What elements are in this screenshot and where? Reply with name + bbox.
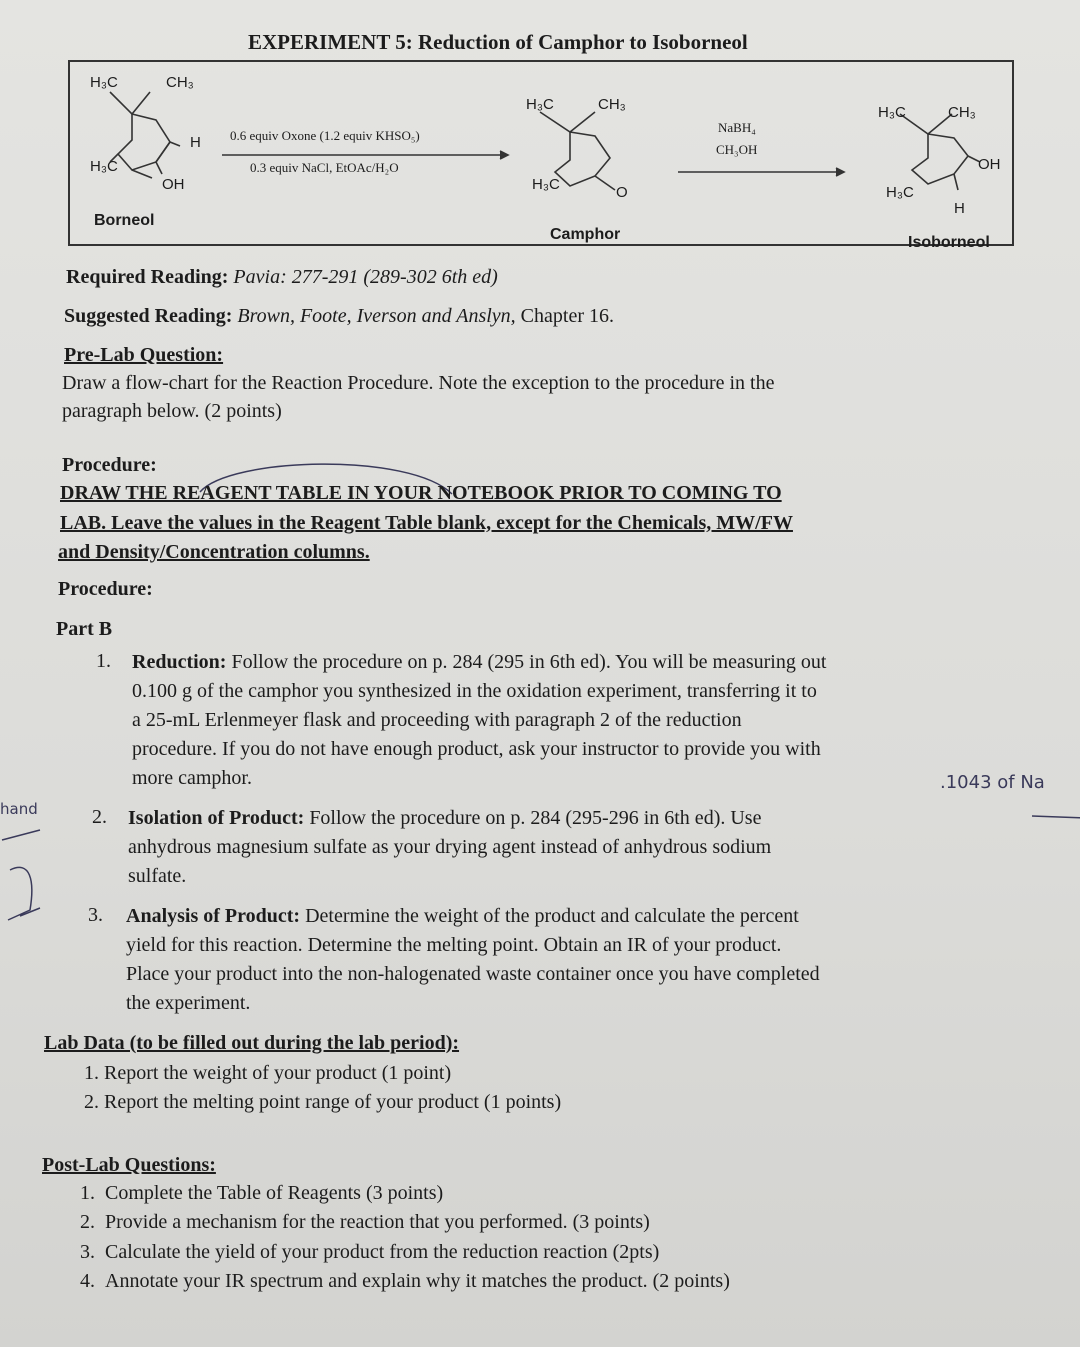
suggested-reading-chapter: Chapter 16. (520, 305, 614, 327)
borneol-gem-dimethyl-bond (110, 92, 150, 114)
postlab-item-2-text: Provide a mechanism for the reaction that you performed. (3 points) (105, 1211, 650, 1233)
reagent-instruction-line-2: LAB. Leave the values in the Reagent Table blank, except for the Chemicals, MW/FW (60, 512, 793, 534)
borneol-ch3-top: CH₃ (166, 74, 194, 91)
required-reading-label: Required Reading: (66, 266, 229, 288)
suggested-reading-label: Suggested Reading: (64, 305, 233, 327)
step-1-line-2: 0.100 g of the camphor you synthesized in the oxidation experiment, transferring it to (132, 680, 817, 702)
camphor-h3c-bottom: H₃C (532, 176, 560, 193)
procedure-heading-1: Procedure: (62, 454, 157, 476)
oxone-condition-bottom: 0.3 equiv NaCl, EtOAc/H₂O (250, 160, 399, 175)
borneol-h: H (190, 134, 201, 151)
step-3-analysis (126, 902, 1010, 1018)
step-1-label: Reduction: (132, 651, 227, 673)
procedure-heading-2: Procedure: (58, 578, 153, 600)
handwritten-bracket-marks (0, 820, 60, 940)
reagent-instruction-line-3: and Density/Concentration columns. (58, 541, 370, 563)
step-3-line-3: Place your product into the non-halogenated waste container once you have completed (126, 963, 820, 985)
handwritten-note-right: .1043 of Na (940, 772, 1045, 793)
experiment-title: EXPERIMENT 5: Reduction of Camphor to Isoborneol (248, 30, 748, 54)
isoborneol-h3c-top: H₃C (878, 104, 906, 121)
postlab-item-4-text: Annotate your IR spectrum and explain why it matches the product. (2 points) (105, 1270, 730, 1292)
prelab-line-2: paragraph below. (2 points) (62, 400, 282, 422)
postlab-item-4-num: 4. (80, 1270, 95, 1292)
isoborneol-oh: OH (978, 156, 1001, 173)
isoborneol-h3c-bottom: H₃C (886, 184, 914, 201)
step-2-number: 2. (92, 806, 107, 828)
isoborneol-ch3-top: CH₃ (948, 104, 976, 121)
prelab-line-1: Draw a flow-chart for the Reaction Procedure. Note the exception to the procedure in the (62, 372, 775, 394)
camphor-ring (555, 132, 610, 186)
step-3-line-2: yield for this reaction. Determine the melting point. Obtain an IR of your product. (126, 934, 782, 956)
nabh4-reagent: NaBH₄ (718, 120, 756, 135)
postlab-heading: Post-Lab Questions: (42, 1154, 216, 1176)
isoborneol-ring (912, 134, 968, 184)
camphor-oxygen: O (616, 184, 628, 201)
step-1-number: 1. (96, 650, 111, 672)
camphor-label: Camphor (550, 226, 621, 243)
step-1-line-5: more camphor. (132, 767, 252, 789)
postlab-item-1-text: Complete the Table of Reagents (3 points) (105, 1182, 444, 1204)
suggested-reading (64, 305, 614, 328)
borneol-h3c-top: H₃C (90, 74, 118, 91)
step-2-line-3: sulfate. (128, 865, 187, 887)
oxone-condition-top: 0.6 equiv Oxone (1.2 equiv KHSO₅) (230, 128, 420, 143)
reaction-structures (70, 62, 1016, 248)
step-1-line-1: Follow the procedure on p. 284 (295 in 6th ed). You will be measuring out (231, 651, 827, 673)
postlab-item-3-text: Calculate the yield of your product from the reduction reaction (2pts) (105, 1241, 660, 1263)
borneol-h3c-bottom: H₃C (90, 158, 118, 175)
step-2-isolation (128, 804, 1008, 891)
lab-data-item-1: 1. Report the weight of your product (1 point) (84, 1062, 452, 1084)
step-3-line-1: Determine the weight of the product and calculate the percent (305, 905, 799, 927)
step-2-label: Isolation of Product: (128, 807, 305, 829)
handwritten-dash (1030, 806, 1080, 826)
postlab-item-1 (80, 1182, 443, 1205)
step-2-line-1: Follow the procedure on p. 284 (295-296 in 6th ed). Use (309, 807, 762, 829)
handwritten-note-left: hand (0, 800, 38, 818)
step-2-line-2: anhydrous magnesium sulfate as your drying agent instead of anhydrous sodium (128, 836, 772, 858)
postlab-item-1-num: 1. (80, 1182, 95, 1204)
isoborneol-h: H (954, 200, 965, 217)
required-reading-text: Pavia: 277-291 (289-302 6th ed) (233, 266, 498, 288)
step-1-line-3: a 25-mL Erlenmeyer flask and proceeding with paragraph 2 of the reduction (132, 709, 742, 731)
suggested-reading-text: Brown, Foote, Iverson and Anslyn, (237, 305, 516, 327)
postlab-item-4 (80, 1270, 730, 1293)
borneol-ring (118, 114, 170, 170)
step-3-number: 3. (88, 904, 103, 926)
postlab-item-2 (80, 1211, 650, 1234)
postlab-item-3 (80, 1241, 659, 1264)
methanol-solvent: CH₃OH (716, 142, 758, 157)
borneol-label: Borneol (94, 212, 155, 229)
step-3-label: Analysis of Product: (126, 905, 301, 927)
postlab-item-2-num: 2. (80, 1211, 95, 1233)
borneol-oh: OH (162, 176, 185, 193)
isoborneol-label: Isoborneol (908, 234, 990, 251)
postlab-item-3-num: 3. (80, 1241, 95, 1263)
step-1-line-4: procedure. If you do not have enough product, ask your instructor to provide you with (132, 738, 821, 760)
required-reading (66, 266, 498, 289)
part-b-heading: Part B (56, 618, 113, 640)
camphor-h3c-top: H₃C (526, 96, 554, 113)
lab-data-item-2: 2. Report the melting point range of your product (1 points) (84, 1091, 562, 1113)
step-1-reduction (132, 648, 1012, 793)
step-3-line-4: the experiment. (126, 992, 251, 1014)
lab-data-heading: Lab Data (to be filled out during the lab period): (44, 1032, 460, 1054)
camphor-ch3-top: CH₃ (598, 96, 626, 113)
reagent-instruction-line-1: DRAW THE REAGENT TABLE IN YOUR NOTEBOOK PRIOR TO COMING TO (60, 482, 782, 504)
reaction-scheme (68, 60, 1014, 251)
prelab-heading: Pre-Lab Question: (64, 344, 224, 366)
